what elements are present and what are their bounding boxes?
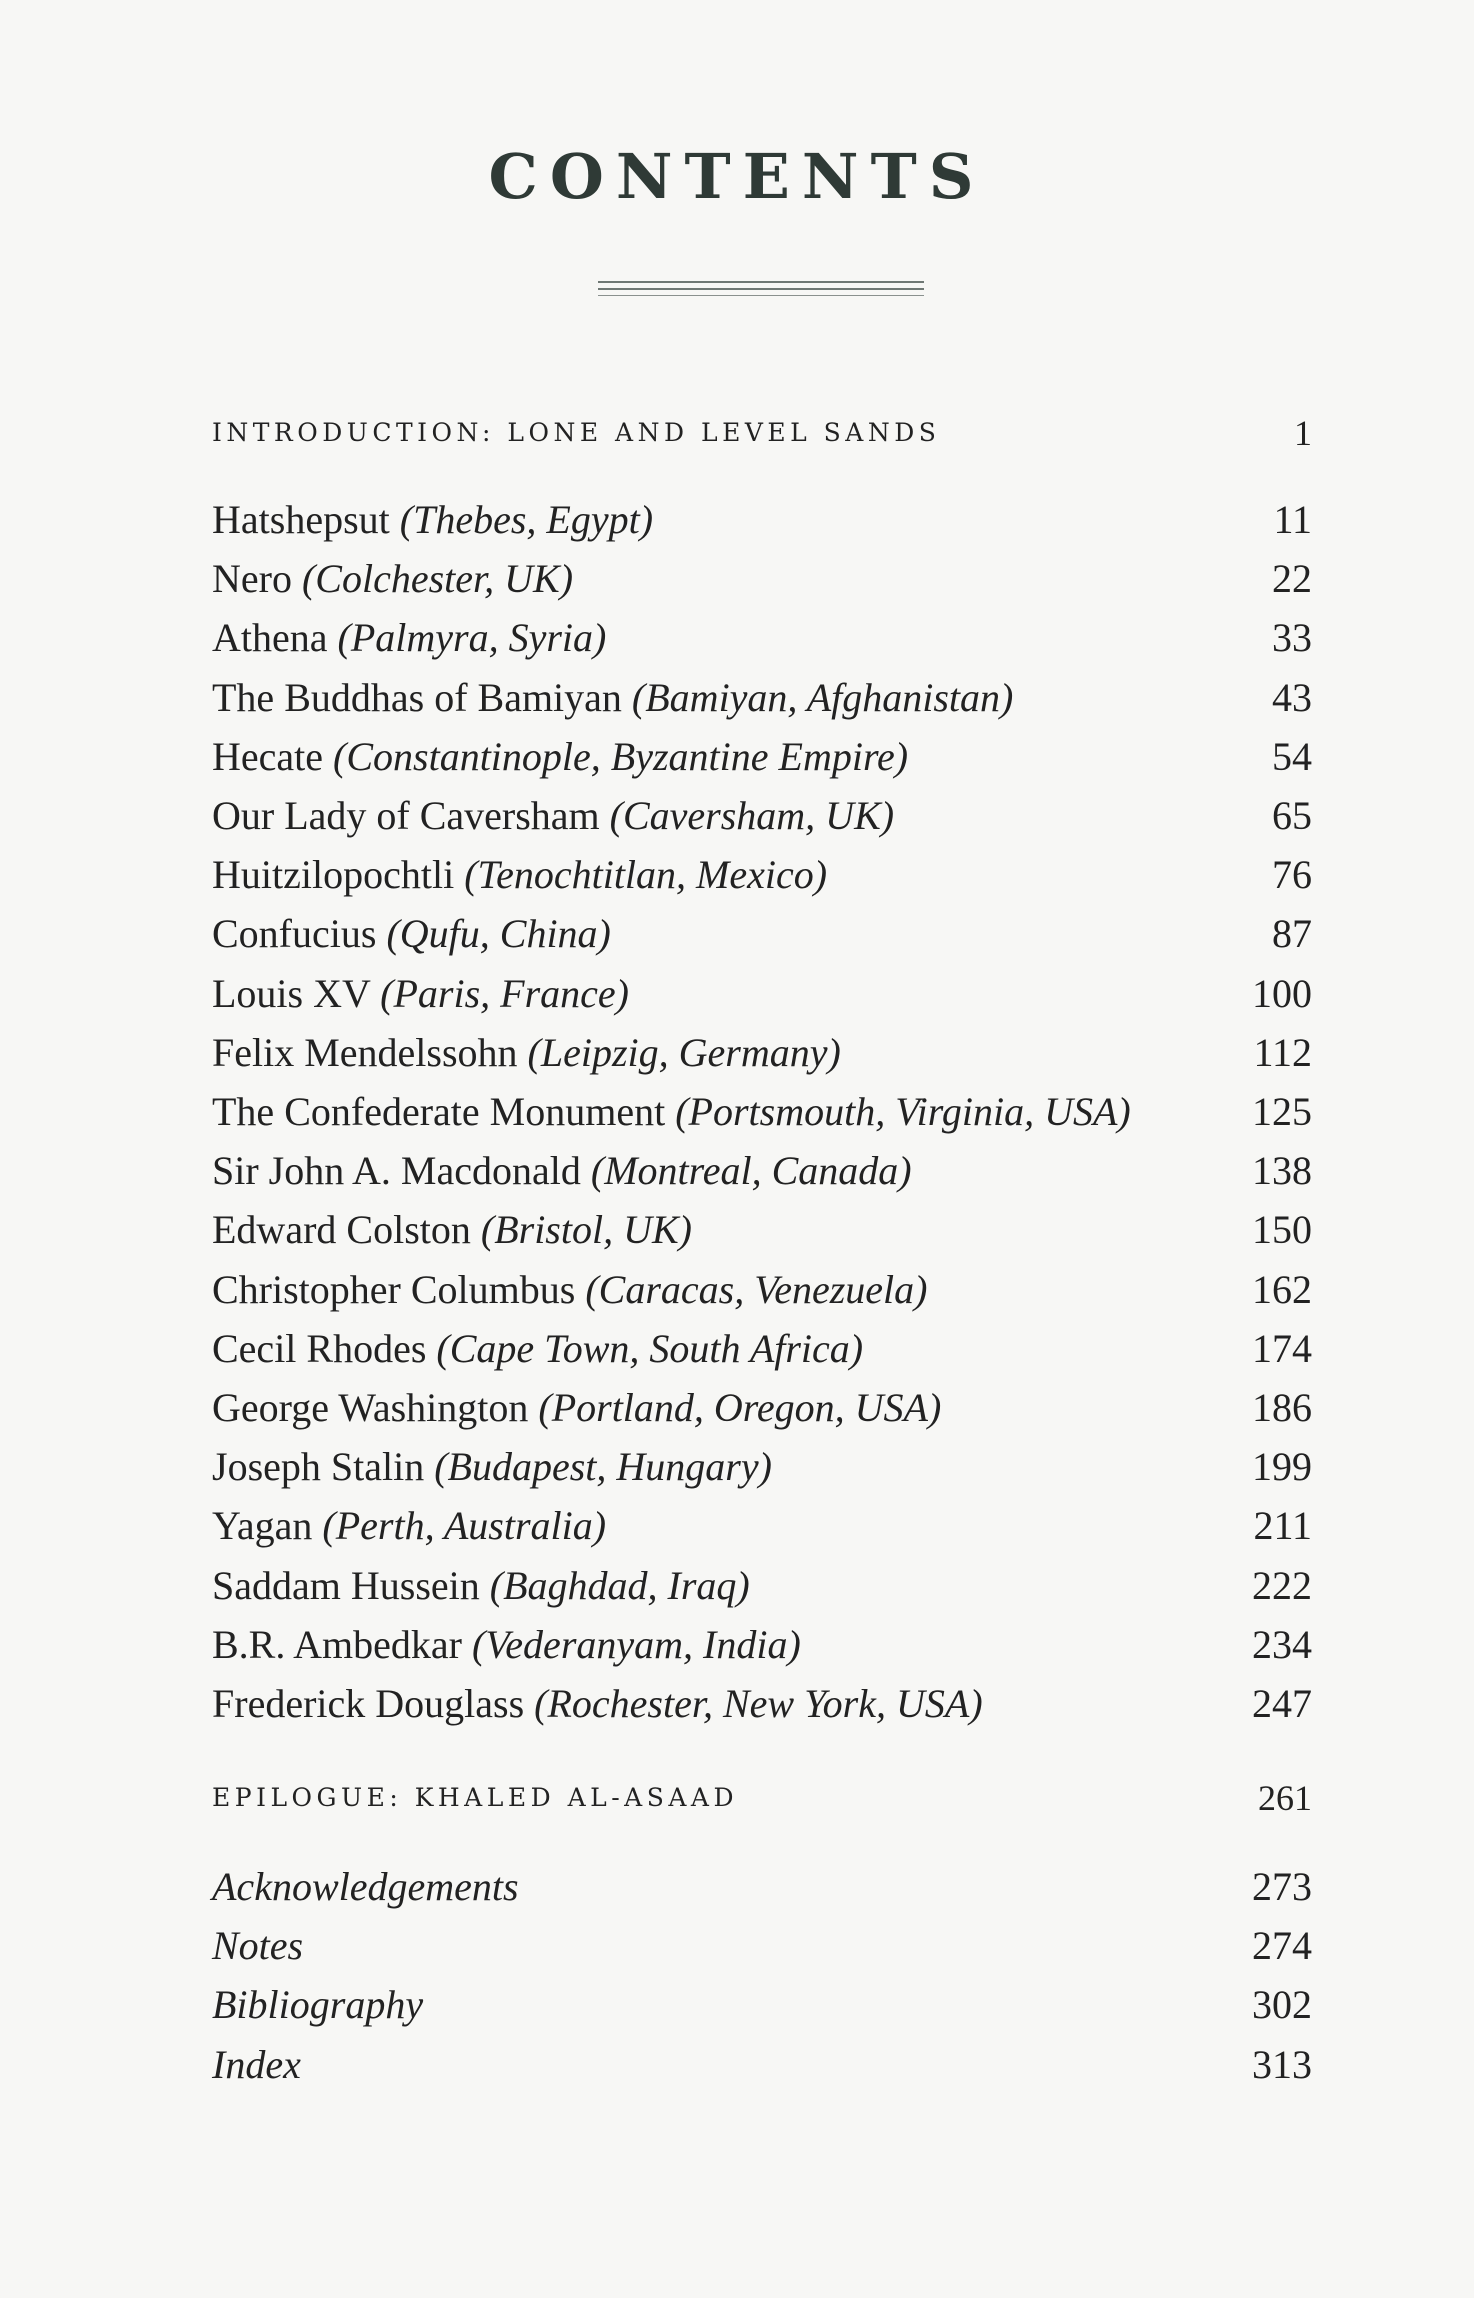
title-rule [598, 295, 924, 296]
entry-title [212, 847, 827, 903]
entry-location: (Constantinople, Byzantine Empire) [333, 733, 909, 779]
entry-location: (Rochester, New York, USA) [534, 1681, 983, 1726]
entry-name: Hatshepsut [212, 497, 390, 542]
entry-title [212, 492, 653, 548]
entry-title [212, 966, 629, 1022]
entry-name: The Confederate Monument [212, 1089, 666, 1134]
toc-entry[interactable] [212, 1558, 1312, 1614]
back-matter-label: Acknowledgements [212, 1864, 519, 1909]
entry-page: 222 [1252, 1562, 1312, 1608]
toc-entry[interactable] [212, 1084, 1312, 1140]
entry-page: 247 [1252, 1681, 1312, 1726]
entry-name: Frederick Douglass [212, 1681, 525, 1726]
toc-entry[interactable] [212, 1143, 1312, 1199]
entry-location: (Vederanyam, India) [471, 1621, 801, 1667]
entry-location: (Leipzig, Germany) [527, 1029, 841, 1075]
entry-name: Cecil Rhodes [212, 1325, 427, 1371]
entry-location: (Baghdad, Iraq) [489, 1562, 750, 1608]
entry-name: Yagan [212, 1503, 313, 1549]
toc-entry[interactable] [212, 1617, 1312, 1673]
entry-page: 100 [1252, 970, 1312, 1016]
toc-entry[interactable] [212, 788, 1312, 844]
epilogue-label: EPILOGUE: KHALED AL-ASAAD [212, 1783, 739, 1812]
entry-title [212, 1084, 1131, 1140]
epilogue-page: 261 [1258, 1778, 1312, 1818]
entry-page: 65 [1272, 793, 1312, 838]
entry-name: Nero [212, 556, 292, 602]
entry-title [212, 1143, 912, 1199]
entry-title [212, 1676, 983, 1732]
toc-entry[interactable] [212, 966, 1312, 1022]
back-matter-entry[interactable] [212, 2037, 1312, 2093]
entry-page: 162 [1252, 1266, 1312, 1312]
entry-title [212, 1617, 801, 1673]
entry-page: 138 [1252, 1148, 1312, 1194]
toc-entry[interactable] [212, 610, 1312, 666]
entry-page: 199 [1252, 1444, 1312, 1490]
entry-location: (Perth, Australia) [322, 1503, 607, 1549]
entry-name: Christopher Columbus [212, 1266, 576, 1312]
entry-title [212, 1498, 606, 1554]
entry-location: (Caversham, UK) [609, 793, 895, 838]
entry-page: 43 [1272, 674, 1312, 720]
entry-name: Athena [212, 615, 328, 661]
entry-page: 22 [1272, 556, 1312, 602]
toc-entry[interactable] [212, 1380, 1312, 1436]
entry-title [212, 1321, 863, 1377]
entry-location: (Thebes, Egypt) [399, 497, 654, 542]
toc-entry[interactable] [212, 551, 1312, 607]
entry-title [212, 729, 908, 785]
entry-location: (Tenochtitlan, Mexico) [464, 852, 828, 898]
toc-entry[interactable] [212, 1321, 1312, 1377]
entry-title [212, 1262, 928, 1318]
epilogue-row[interactable] [212, 1770, 1312, 1826]
toc-entry[interactable] [212, 1202, 1312, 1258]
entry-name: The Buddhas of Bamiyan [212, 674, 622, 720]
entry-page: 150 [1252, 1207, 1312, 1253]
entry-name: Joseph Stalin [212, 1444, 425, 1490]
toc-entry[interactable] [212, 1262, 1312, 1318]
entry-location: (Budapest, Hungary) [434, 1444, 772, 1490]
entry-page: 54 [1272, 733, 1312, 779]
back-matter-page: 274 [1252, 1923, 1312, 1969]
entry-title [212, 906, 611, 962]
entry-name: Edward Colston [212, 1207, 471, 1253]
entry-location: (Montreal, Canada) [590, 1148, 912, 1194]
toc-entry[interactable] [212, 1676, 1312, 1732]
entry-page: 87 [1272, 911, 1312, 957]
toc-entry[interactable] [212, 1439, 1312, 1495]
entry-title [212, 1380, 941, 1436]
back-matter-page: 302 [1252, 1982, 1312, 2028]
back-matter-page: 313 [1252, 2041, 1312, 2087]
back-matter-label: Notes [212, 1923, 304, 1969]
entry-name: Huitzilopochtli [212, 852, 455, 898]
title-rule [598, 288, 924, 290]
entry-location: (Bristol, UK) [480, 1207, 692, 1253]
entry-location: (Qufu, China) [386, 911, 611, 957]
entry-name: Felix Mendelssohn [212, 1029, 518, 1075]
toc-entry[interactable] [212, 729, 1312, 785]
entry-title [212, 670, 1013, 726]
back-matter-label: Index [212, 2041, 301, 2087]
back-matter-label: Bibliography [212, 1982, 424, 2028]
entry-page: 33 [1272, 615, 1312, 661]
entry-location: (Portland, Oregon, USA) [538, 1385, 942, 1430]
toc-entry[interactable] [212, 1025, 1312, 1081]
entry-name: Saddam Hussein [212, 1562, 480, 1608]
entry-location: (Caracas, Venezuela) [585, 1266, 928, 1312]
entry-location: (Bamiyan, Afghanistan) [631, 674, 1014, 720]
entry-page: 234 [1252, 1621, 1312, 1667]
entry-title [212, 1025, 841, 1081]
entry-title [212, 1558, 750, 1614]
toc-entry[interactable] [212, 670, 1312, 726]
back-matter-entry[interactable] [212, 1859, 1312, 1915]
entry-name: Louis XV [212, 970, 371, 1016]
introduction-page: 1 [1294, 413, 1312, 453]
entry-page: 11 [1273, 497, 1312, 542]
entry-name: B.R. Ambedkar [212, 1621, 462, 1667]
entry-location: (Palmyra, Syria) [337, 615, 607, 661]
entry-page: 211 [1253, 1503, 1312, 1549]
entry-page: 125 [1252, 1089, 1312, 1134]
entry-title [212, 551, 573, 607]
toc-entry[interactable] [212, 492, 1312, 548]
entry-location: (Paris, France) [380, 970, 629, 1016]
entry-name: Confucius [212, 911, 377, 957]
entry-location: (Cape Town, South Africa) [436, 1325, 864, 1371]
entry-title [212, 788, 894, 844]
back-matter-entry[interactable] [212, 1918, 1312, 1974]
entry-name: George Washington [212, 1385, 529, 1430]
introduction-label: INTRODUCTION: LONE AND LEVEL SANDS [212, 418, 941, 447]
back-matter-page: 273 [1252, 1864, 1312, 1909]
entry-name: Hecate [212, 733, 324, 779]
title-rule [598, 281, 924, 283]
introduction-row[interactable] [212, 405, 1312, 461]
entry-page: 76 [1272, 852, 1312, 898]
back-matter-entry[interactable] [212, 1977, 1312, 2033]
entry-page: 112 [1253, 1029, 1312, 1075]
page-title: CONTENTS [488, 140, 986, 213]
entry-location: (Colchester, UK) [301, 556, 574, 602]
entry-name: Sir John A. Macdonald [212, 1148, 581, 1194]
entry-page: 186 [1252, 1385, 1312, 1430]
entry-title [212, 610, 606, 666]
entry-name: Our Lady of Caversham [212, 793, 600, 838]
toc-entry[interactable] [212, 906, 1312, 962]
toc-entry[interactable] [212, 1498, 1312, 1554]
entry-location: (Portsmouth, Virginia, USA) [675, 1089, 1131, 1134]
entry-title [212, 1202, 692, 1258]
entry-page: 174 [1252, 1325, 1312, 1371]
entry-title [212, 1439, 772, 1495]
toc-entry[interactable] [212, 847, 1312, 903]
